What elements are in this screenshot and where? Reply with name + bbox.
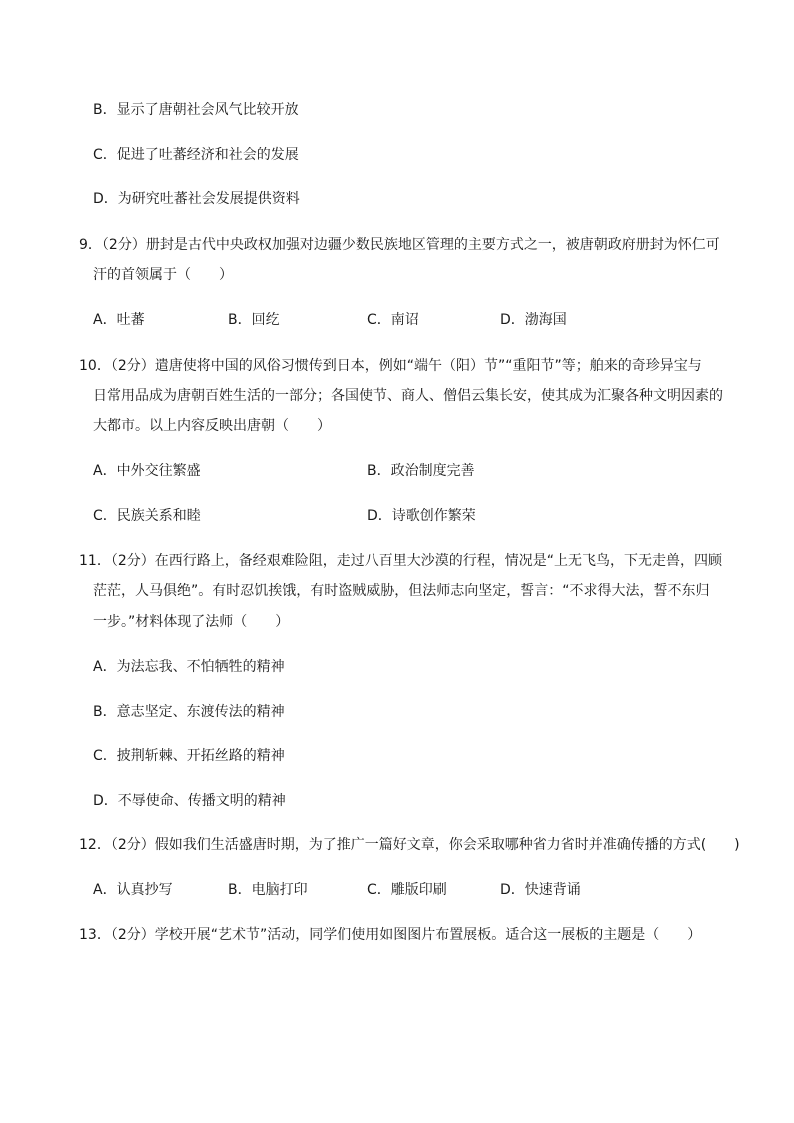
q12-option-d: D．快速背诵 <box>500 882 581 898</box>
q10-option-d: D．诗歌创作繁荣 <box>367 508 476 524</box>
q10-option-a: A．中外交往繁盛 <box>93 463 201 479</box>
q10-stem-line1: 10．（2分）遣唐使将中国的风俗习惯传到日本，例如“端午（阳）节”“重阳节”等；舶来的奇珍异宝与 <box>79 358 702 374</box>
q8-option-d: D．为研究吐蕃社会发展提供资料 <box>93 191 300 207</box>
q10-stem-line2: 日常用品成为唐朝百姓生活的一部分；各国使节、商人、僧侣云集长安，使其成为汇聚各种文明因素的 <box>93 388 723 404</box>
q9-option-c: C．南诏 <box>367 312 419 328</box>
q9-option-b: B．回纥 <box>228 312 280 328</box>
q13-stem-line1: 13．（2分）学校开展“艺术节”活动，同学们使用如图图片布置展板。适合这一展板的主题是（ ） <box>79 927 702 943</box>
q10-option-c: C．民族关系和睦 <box>93 508 201 524</box>
q11-option-a: A．为法忘我、不怕牺牲的精神 <box>93 659 285 675</box>
q8-option-c: C．促进了吐蕃经济和社会的发展 <box>93 147 299 163</box>
q11-stem-line1: 11．（2分）在西行路上，备经艰难险阻，走过八百里大沙漠的行程，情况是“上无飞鸟，下无走兽，四顾 <box>79 553 722 569</box>
q12-option-b: B．电脑打印 <box>228 882 308 898</box>
q9-stem-line2: 汗的首领属于（ ） <box>93 267 233 283</box>
q11-option-c: C．披荆斩棘、开拓丝路的精神 <box>93 748 285 764</box>
q12-option-c: C．雕版印刷 <box>367 882 447 898</box>
q11-stem-line2: 茫茫，人马俱绝”。有时忍饥挨饿，有时盗贼威胁，但法师志向坚定，誓言：“不求得大法，誓不东归 <box>93 583 710 599</box>
q9-option-a: A．吐蕃 <box>93 312 145 328</box>
q8-option-b: B．显示了唐朝社会风气比较开放 <box>93 102 299 118</box>
q9-stem-line1: 9．（2分）册封是古代中央政权加强对边疆少数民族地区管理的主要方式之一，被唐朝政府册封为怀仁可 <box>79 237 720 253</box>
q12-stem-line1: 12．（2分）假如我们生活盛唐时期，为了推广一篇好文章，你会采取哪种省力省时并准确传播的方式( ) <box>79 837 740 853</box>
q10-stem-line3: 大都市。以上内容反映出唐朝（ ） <box>93 418 331 434</box>
q12-option-a: A．认真抄写 <box>93 882 173 898</box>
q9-option-d: D．渤海国 <box>500 312 567 328</box>
q10-option-b: B．政治制度完善 <box>367 463 475 479</box>
q11-option-d: D．不辱使命、传播文明的精神 <box>93 793 286 809</box>
q11-stem-line3: 一步。”材料体现了法师（ ） <box>93 614 290 630</box>
q11-option-b: B．意志坚定、东渡传法的精神 <box>93 704 285 720</box>
